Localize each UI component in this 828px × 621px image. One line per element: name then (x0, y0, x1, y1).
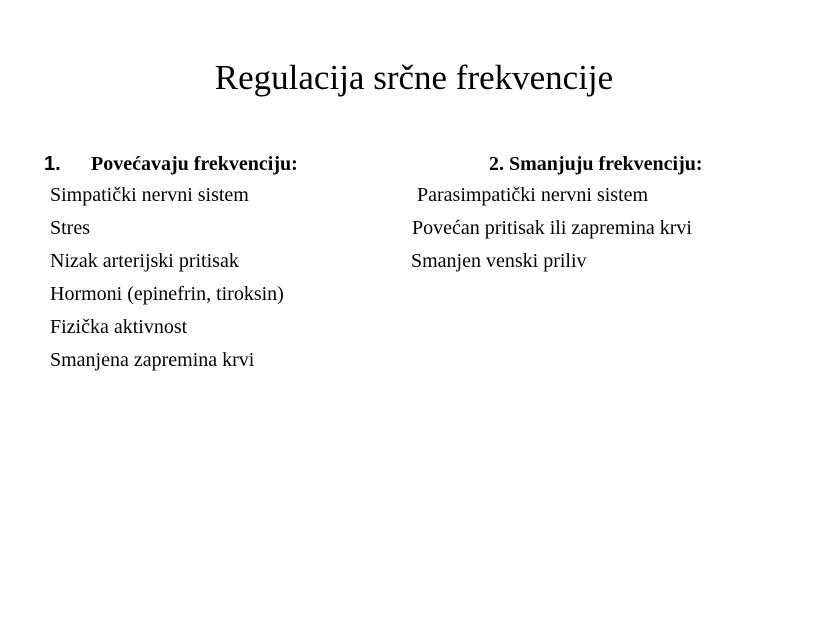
list-item: Smanjena zapremina krvi (50, 349, 255, 371)
list-item: Smanjen venski priliv (411, 250, 587, 272)
increase-factors-column (44, 149, 298, 377)
slide-title: Regulacija srčne frekvencije (214, 58, 614, 97)
list-item: Parasimpatički nervni sistem (417, 184, 649, 206)
list-item: Fizička aktivnost (50, 316, 188, 338)
list-item: Simpatički nervni sistem (50, 184, 249, 206)
list-number: 1. (44, 153, 61, 175)
list-item: Povećan pritisak ili zapremina krvi (412, 217, 692, 239)
list-item: Hormoni (epinefrin, tiroksin) (50, 283, 284, 305)
increase-heading-text: Povećavaju frekvenciju: (91, 153, 298, 175)
decrease-heading: 2. Smanjuju frekvenciju: (489, 153, 703, 175)
increase-heading (44, 149, 298, 179)
list-item: Nizak arterijski pritisak (50, 250, 239, 272)
decrease-factors-column (410, 149, 703, 278)
list-item: Stres (50, 217, 90, 239)
